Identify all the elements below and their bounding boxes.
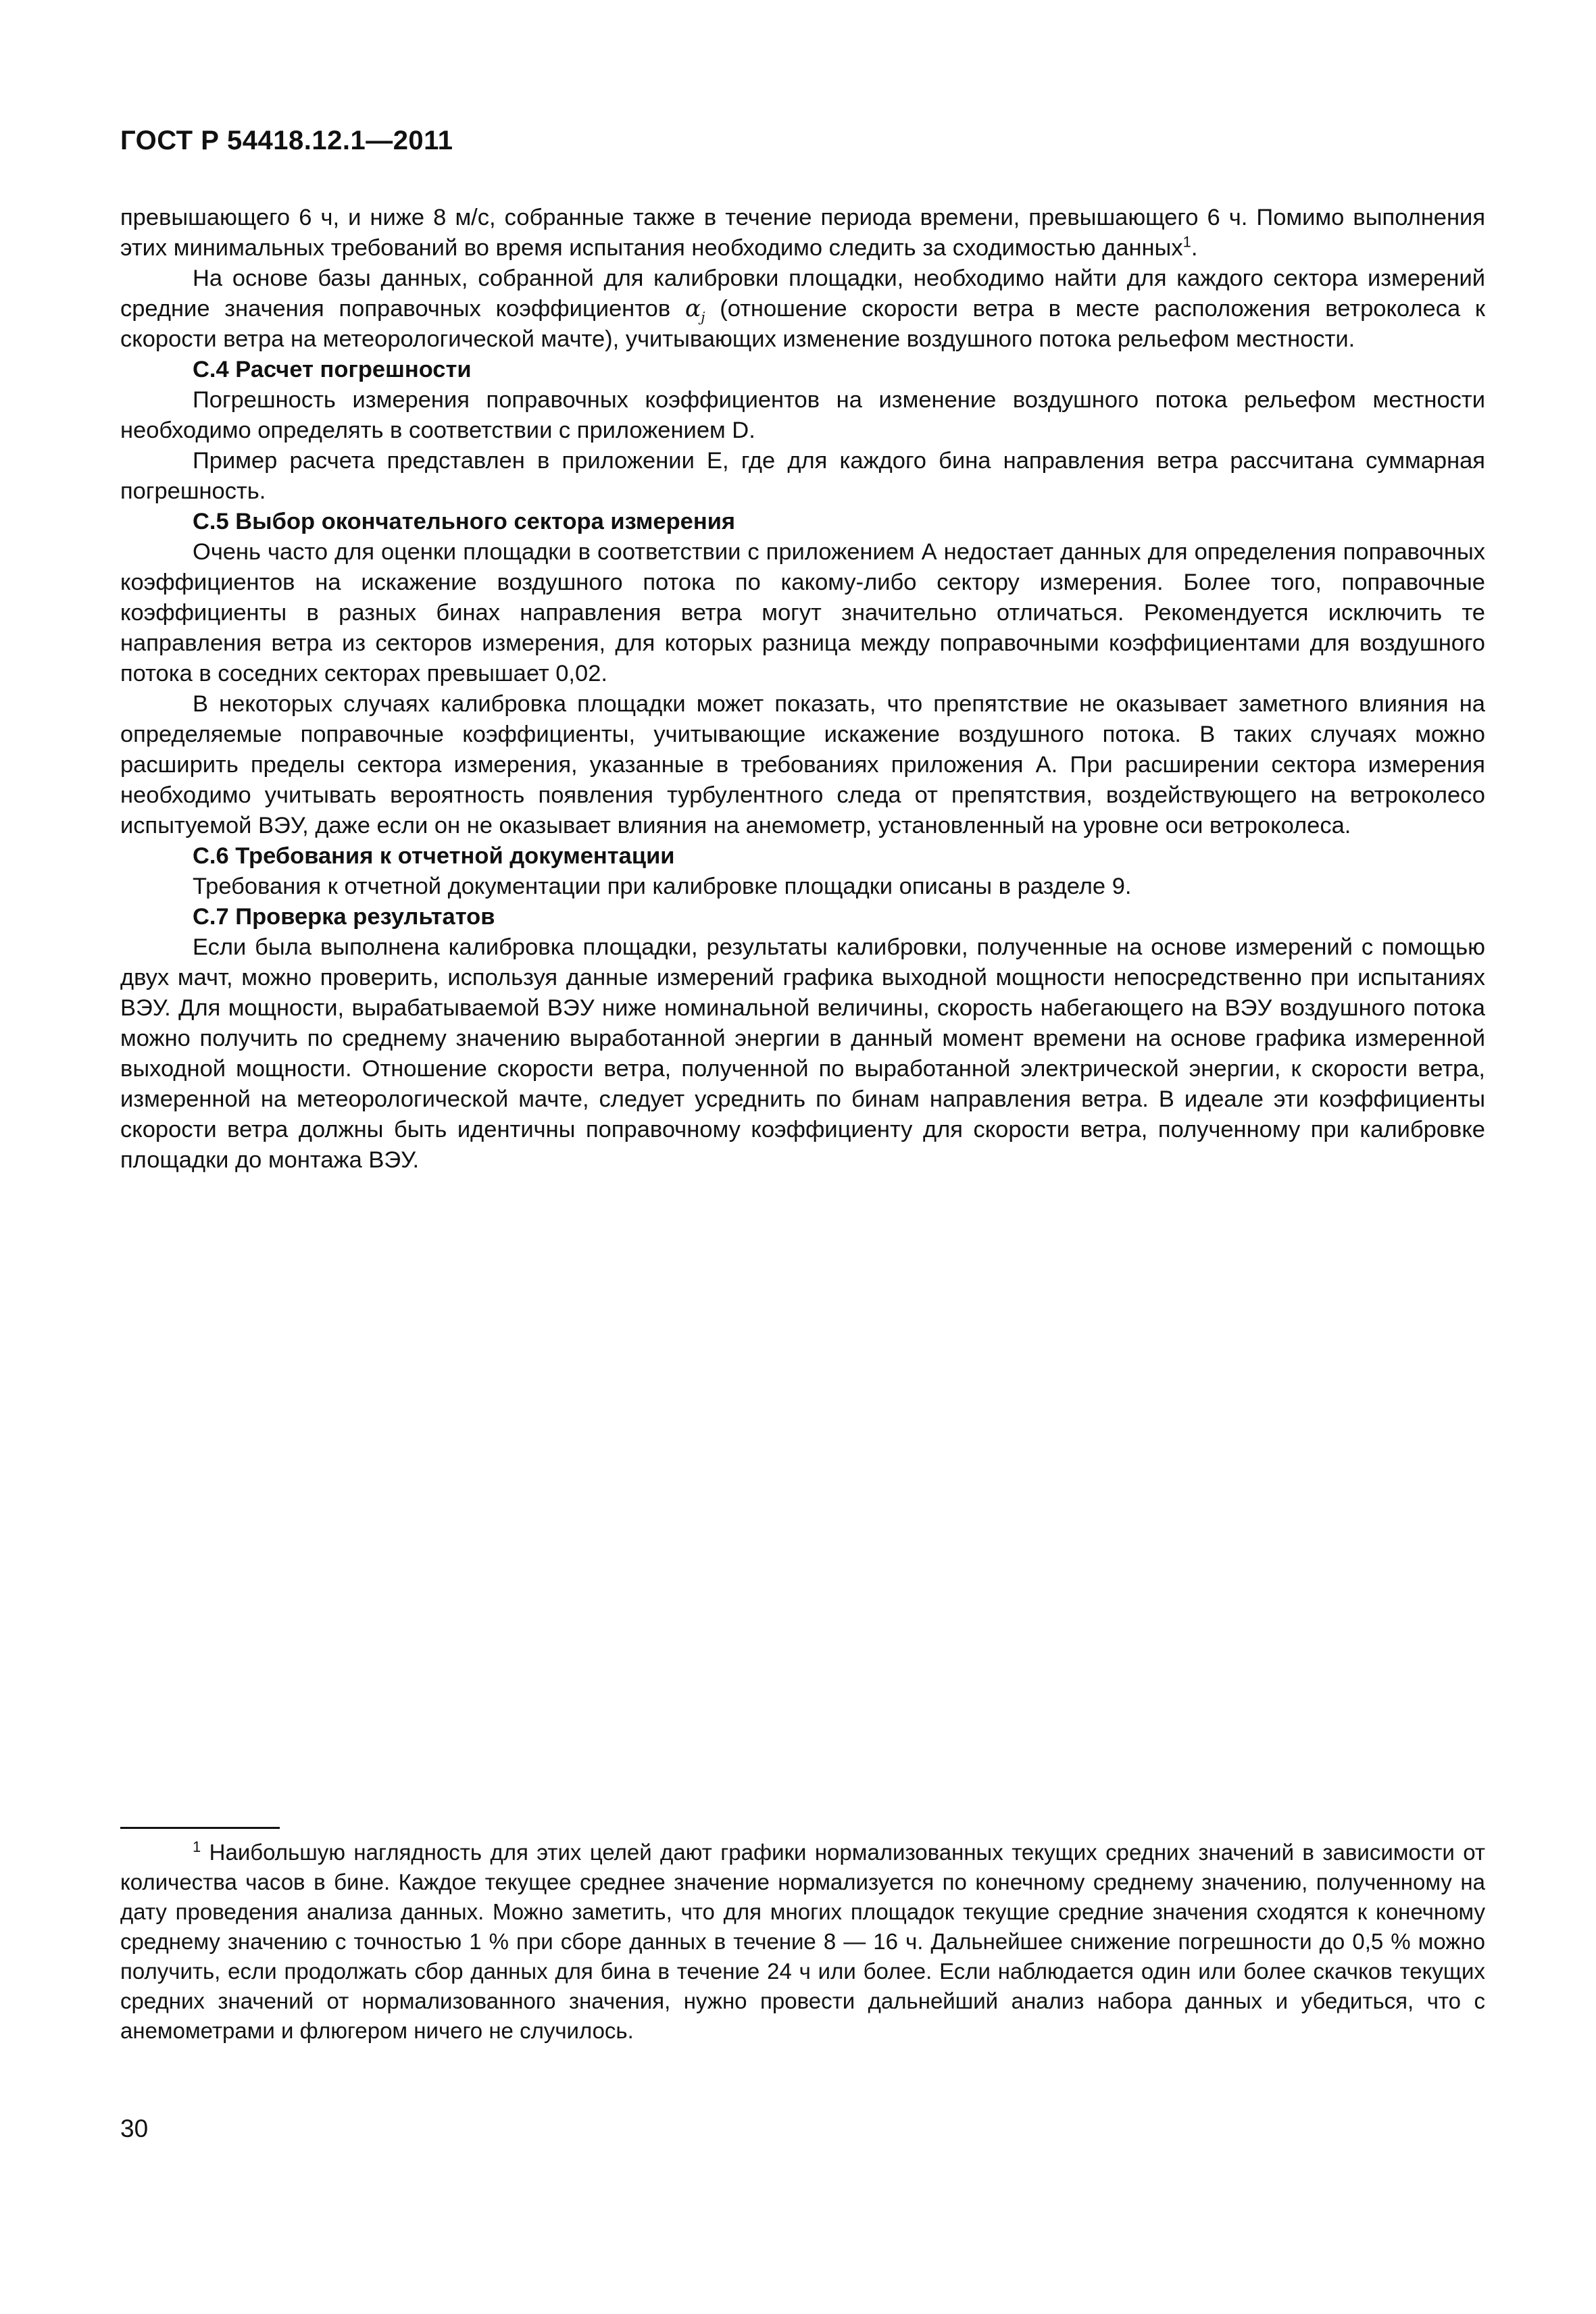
paragraph-c4-1: Погрешность измерения поправочных коэффициентов на изменение воздушного потока рельефом местности необходимо определять в соответствии с приложением D. [120,387,1485,443]
section-heading-c4: С.4 Расчет погрешности [193,357,472,382]
footnote-separator [120,1827,280,1829]
section-heading-c5: С.5 Выбор окончательного сектора измерения [193,509,736,534]
alpha-symbol: $\alpha_j$ [684,295,705,325]
section-heading-c6: С.6 Требования к отчетной документации [193,843,675,869]
document-header: ГОСТ Р 54418.12.1—2011 [120,126,453,155]
footnote-reference: 1 [1182,233,1191,251]
paragraph-continuation: превышающего 6 ч, и ниже 8 м/с, собранные также в течение периода времени, превышающего 6 ч. Помимо выполнения этих минимальных требований во время испытания необходимо следить за сходимостью данных$^1$. [120,205,1485,261]
paragraph-c6-1: Требования к отчетной документации при калибровке площадки описаны в разделе 9. [193,874,1132,899]
section-heading-c7: С.7 Проверка результатов [193,904,495,930]
page-body [120,203,1485,1176]
paragraph-c7-1: Если была выполнена калибровка площадки, результаты калибровки, полученные на основе измерений с помощью двух мачт, можно проверить, используя данные измерений графика выходной мощности непосредственно при испытаниях ВЭУ. Для мощности, вырабатываемой ВЭУ ниже номинальной величины, скорость набегающего на ВЭУ воздушного потока можно получить по среднему значению выработанной энергии в данный момент времени на основе графика измеренной выходной мощности. Отношение скорости ветра, полученной по выработанной электрической энергии, к скорости ветра, измеренной на метеорологической мачте, следует усреднить по бинам направления ветра. В идеале эти коэффициенты скорости ветра должны быть идентичны поправочному коэффициенту для скорости ветра, полученному при калибровке площадки до монтажа ВЭУ. [120,934,1485,1173]
paragraph-c5-2: В некоторых случаях калибровка площадки может показать, что препятствие не оказывает заметного влияния на определяемые поправочные коэффициенты, учитывающие искажение воздушного потока. В таких случаях можно расширить пределы сектора измерения, указанные в требованиях приложения А. При расширении сектора измерения необходимо учитывать вероятность появления турбулентного следа от препятствия, воздействующего на ветроколесо испытуемой ВЭУ, даже если он не оказывает влияния на анемометр, установленный на уровне оси ветроколеса. [120,691,1485,838]
paragraph-correction-factors: На основе базы данных, собранной для калибровки площадки, необходимо найти для каждого сектора измерений средние значения поправочных коэффициентов $\alpha_j$ (отношение скорости ветра в месте расположения ветроколеса к скорости ветра на метеорологической мачте), учитывающих изменение воздушного потока рельефом местности. [120,266,1485,352]
footnote-marker: 1 [193,1838,201,1855]
footnote: $^1$ Наибольшую наглядность для этих целей дают графики нормализованных текущих средних значений в зависимости от количества часов в бине. Каждое текущее среднее значение нормализуется по конечному среднему значению, полученному на дату проведения анализа данных. Можно заметить, что для многих площадок текущие средние значения сходятся к конечному среднему значению с точностью 1 % при сборе данных в течение 8 — 16 ч. Дальнейшее снижение погрешности до 0,5 % можно получить, если продолжать сбор данных для бина в течение 24 ч или более. Если наблюдается один или более скачков текущих средних значений от нормализованного значения, нужно провести дальнейший анализ набора данных и убедиться, что с анемометрами и флюгером ничего не случилось. [120,1838,1485,2043]
paragraph-c4-2: Пример расчета представлен в приложении E, где для каждого бина направления ветра рассчитана суммарная погрешность. [120,448,1485,504]
paragraph-c5-1: Очень часто для оценки площадки в соответствии с приложением А недостает данных для определения поправочных коэффициентов на искажение воздушного потока по какому-либо сектору измерения. Более того, поправочные коэффициенты в разных бинах направления ветра могут значительно отличаться. Рекомендуется исключить те направления ветра из секторов измерения, для которых разница между поправочными коэффициентами для воздушного потока в соседних секторах превышает 0,02. [120,539,1485,686]
page-number: 30 [120,2115,149,2142]
